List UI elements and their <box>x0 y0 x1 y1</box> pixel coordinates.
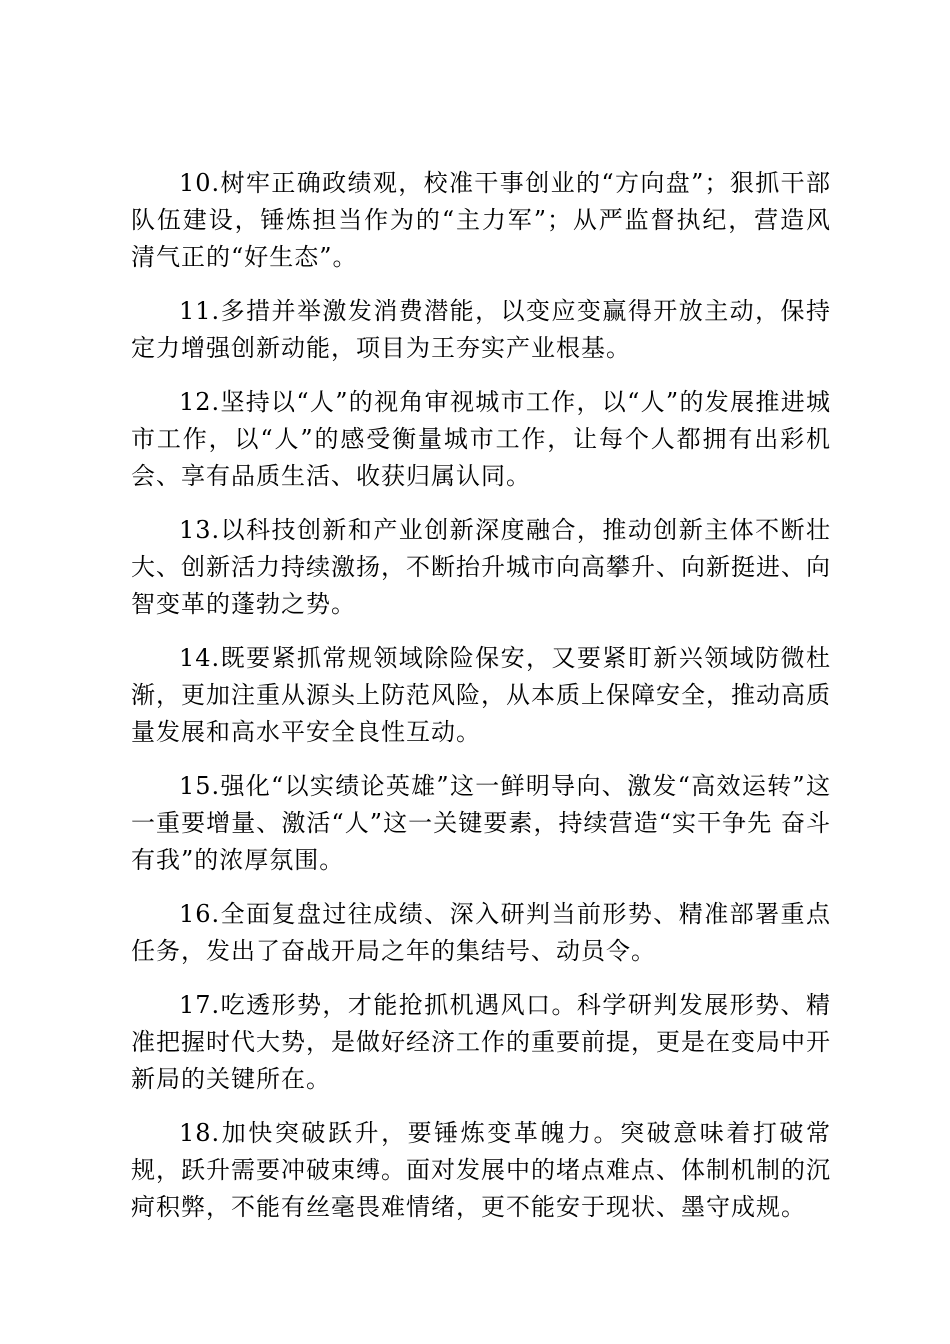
paragraph-16: 16.全面复盘过往成绩、深入研判当前形势、精准部署重点任务，发出了奋战开局之年的集结号、动员令。 <box>131 900 831 965</box>
document-body <box>131 165 831 1243</box>
paragraph-12: 12.坚持以“人”的视角审视城市工作，以“人”的发展推进城市工作，以“人”的感受衡量城市工作，让每个人都拥有出彩机会、享有品质生活、收获归属认同。 <box>131 388 831 490</box>
paragraph-15: 15.强化“以实绩论英雄”这一鲜明导向、激发“高效运转”这一重要增量、激活“人”这一关键要素，持续营造“实干争先 奋斗有我”的浓厚氛围。 <box>131 772 831 874</box>
paragraph-17: 17.吃透形势，才能抢抓机遇风口。科学研判发展形势、精准把握时代大势，是做好经济工作的重要前提，更是在变局中开新局的关键所在。 <box>131 991 831 1093</box>
paragraph-18: 18.加快突破跃升，要锤炼变革魄力。突破意味着打破常规，跃升需要冲破束缚。面对发展中的堵点难点、体制机制的沉疴积弊，不能有丝毫畏难情绪，更不能安于现状、墨守成规。 <box>131 1119 831 1221</box>
paragraph-14: 14.既要紧抓常规领域除险保安，又要紧盯新兴领域防微杜渐，更加注重从源头上防范风险，从本质上保障安全，推动高质量发展和高水平安全良性互动。 <box>131 644 831 746</box>
paragraph-13: 13.以科技创新和产业创新深度融合，推动创新主体不断壮大、创新活力持续激扬，不断抬升城市向高攀升、向新挺进、向智变革的蓬勃之势。 <box>131 516 831 618</box>
paragraph-10: 10.树牢正确政绩观，校准干事创业的“方向盘”；狠抓干部队伍建设，锤炼担当作为的“主力军”；从严监督执纪，营造风清气正的“好生态”。 <box>131 169 831 271</box>
paragraph-11: 11.多措并举激发消费潜能，以变应变赢得开放主动，保持定力增强创新动能，项目为王夯实产业根基。 <box>131 297 831 362</box>
